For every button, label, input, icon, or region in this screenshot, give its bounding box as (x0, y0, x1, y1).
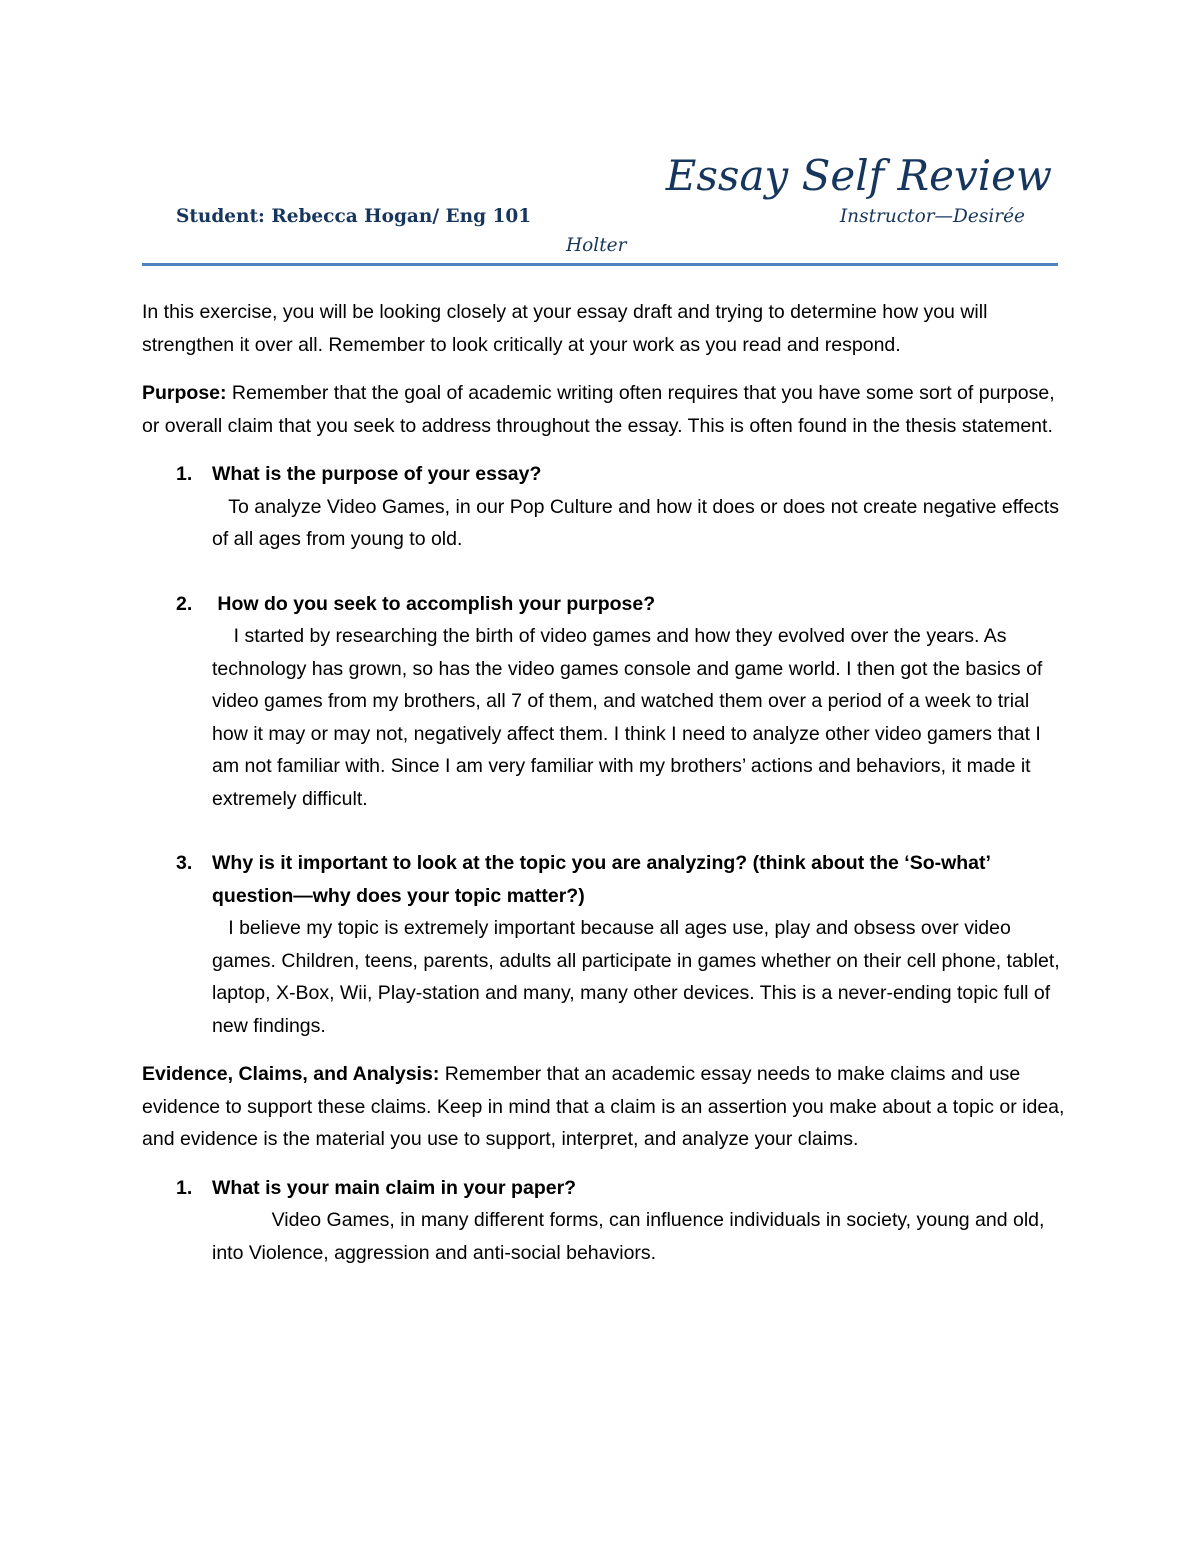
answer-text: To analyze Video Games, in our Pop Culture and how it does or does not create negative effects of all ages from young to old. (212, 495, 1059, 550)
purpose-paragraph (142, 377, 1066, 442)
instructor-line-continued: Holter (566, 235, 627, 256)
question-text: How do you seek to accomplish your purpose? (212, 592, 656, 615)
answer-text: I believe my topic is extremely important because all ages use, play and obsess over video games. Children, teens, parents, adults all participate in games whether on their cell phone, tablet, laptop, X-Box, Wii, Play-station and many, many other devices. This is a never-ending topic full of new findings. (212, 917, 1060, 1037)
purpose-text: Remember that the goal of academic writing often requires that you have some sort of purpose, or overall claim that you seek to address throughout the essay. This is often found in the thesis statement. (142, 382, 1055, 437)
question-text: What is the purpose of your essay? (212, 463, 542, 485)
student-line: Student: Rebecca Hogan/ Eng 101 (176, 206, 532, 227)
spacer (212, 815, 1066, 847)
instructor-line: Instructor—Desirée (839, 206, 1025, 227)
question-item (142, 588, 1066, 848)
question-text: Why is it important to look at the topic you are analyzing? (think about the ‘So-what’ question—why does your topic matter?) (212, 852, 990, 907)
document-body (142, 296, 1066, 1285)
question-item (142, 1172, 1066, 1270)
evidence-label: Evidence, Claims, and Analysis: (142, 1063, 440, 1085)
question-item (142, 847, 1066, 1042)
question-number: 1. (176, 463, 193, 485)
question-number: 3. (176, 852, 193, 874)
intro-paragraph: In this exercise, you will be looking closely at your essay draft and trying to determine how you will strengthen it over all. Remember to look critically at your work as you read and respond. (142, 301, 988, 356)
document-title: Essay Self Review (665, 151, 1052, 200)
purpose-label: Purpose: (142, 382, 227, 404)
question-text: What is your main claim in your paper? (212, 1176, 577, 1199)
evidence-questions (142, 1172, 1066, 1270)
evidence-text: Remember that an academic essay needs to make claims and use evidence to support these claims. Keep in mind that a claim is an assertion you make about a topic or idea, and evidence is the material you use to support, interpret, and analyze your claims. (142, 1063, 1065, 1150)
question-item (142, 458, 1066, 588)
spacer (212, 556, 1066, 588)
purpose-questions (142, 458, 1066, 1042)
evidence-paragraph (142, 1058, 1066, 1156)
answer-text: Video Games, in many different forms, can influence individuals in society, young and old, into Violence, aggression and anti-social behaviors. (212, 1209, 1045, 1264)
question-number: 1. (176, 1176, 193, 1199)
question-number: 2. (176, 592, 193, 615)
header-divider (142, 263, 1058, 266)
answer-text: I started by researching the birth of video games and how they evolved over the years. As technology has grown, so has the video games console and game world. I then got the basics of video games from my brothers, all 7 of them, and watched them over a period of a week to trial how it may or may not, negatively affect them. I think I need to analyze other video gamers that I am not familiar with. Since I am very familiar with my brothers’ actions and behaviors, it made it extremely difficult. (212, 625, 1043, 810)
